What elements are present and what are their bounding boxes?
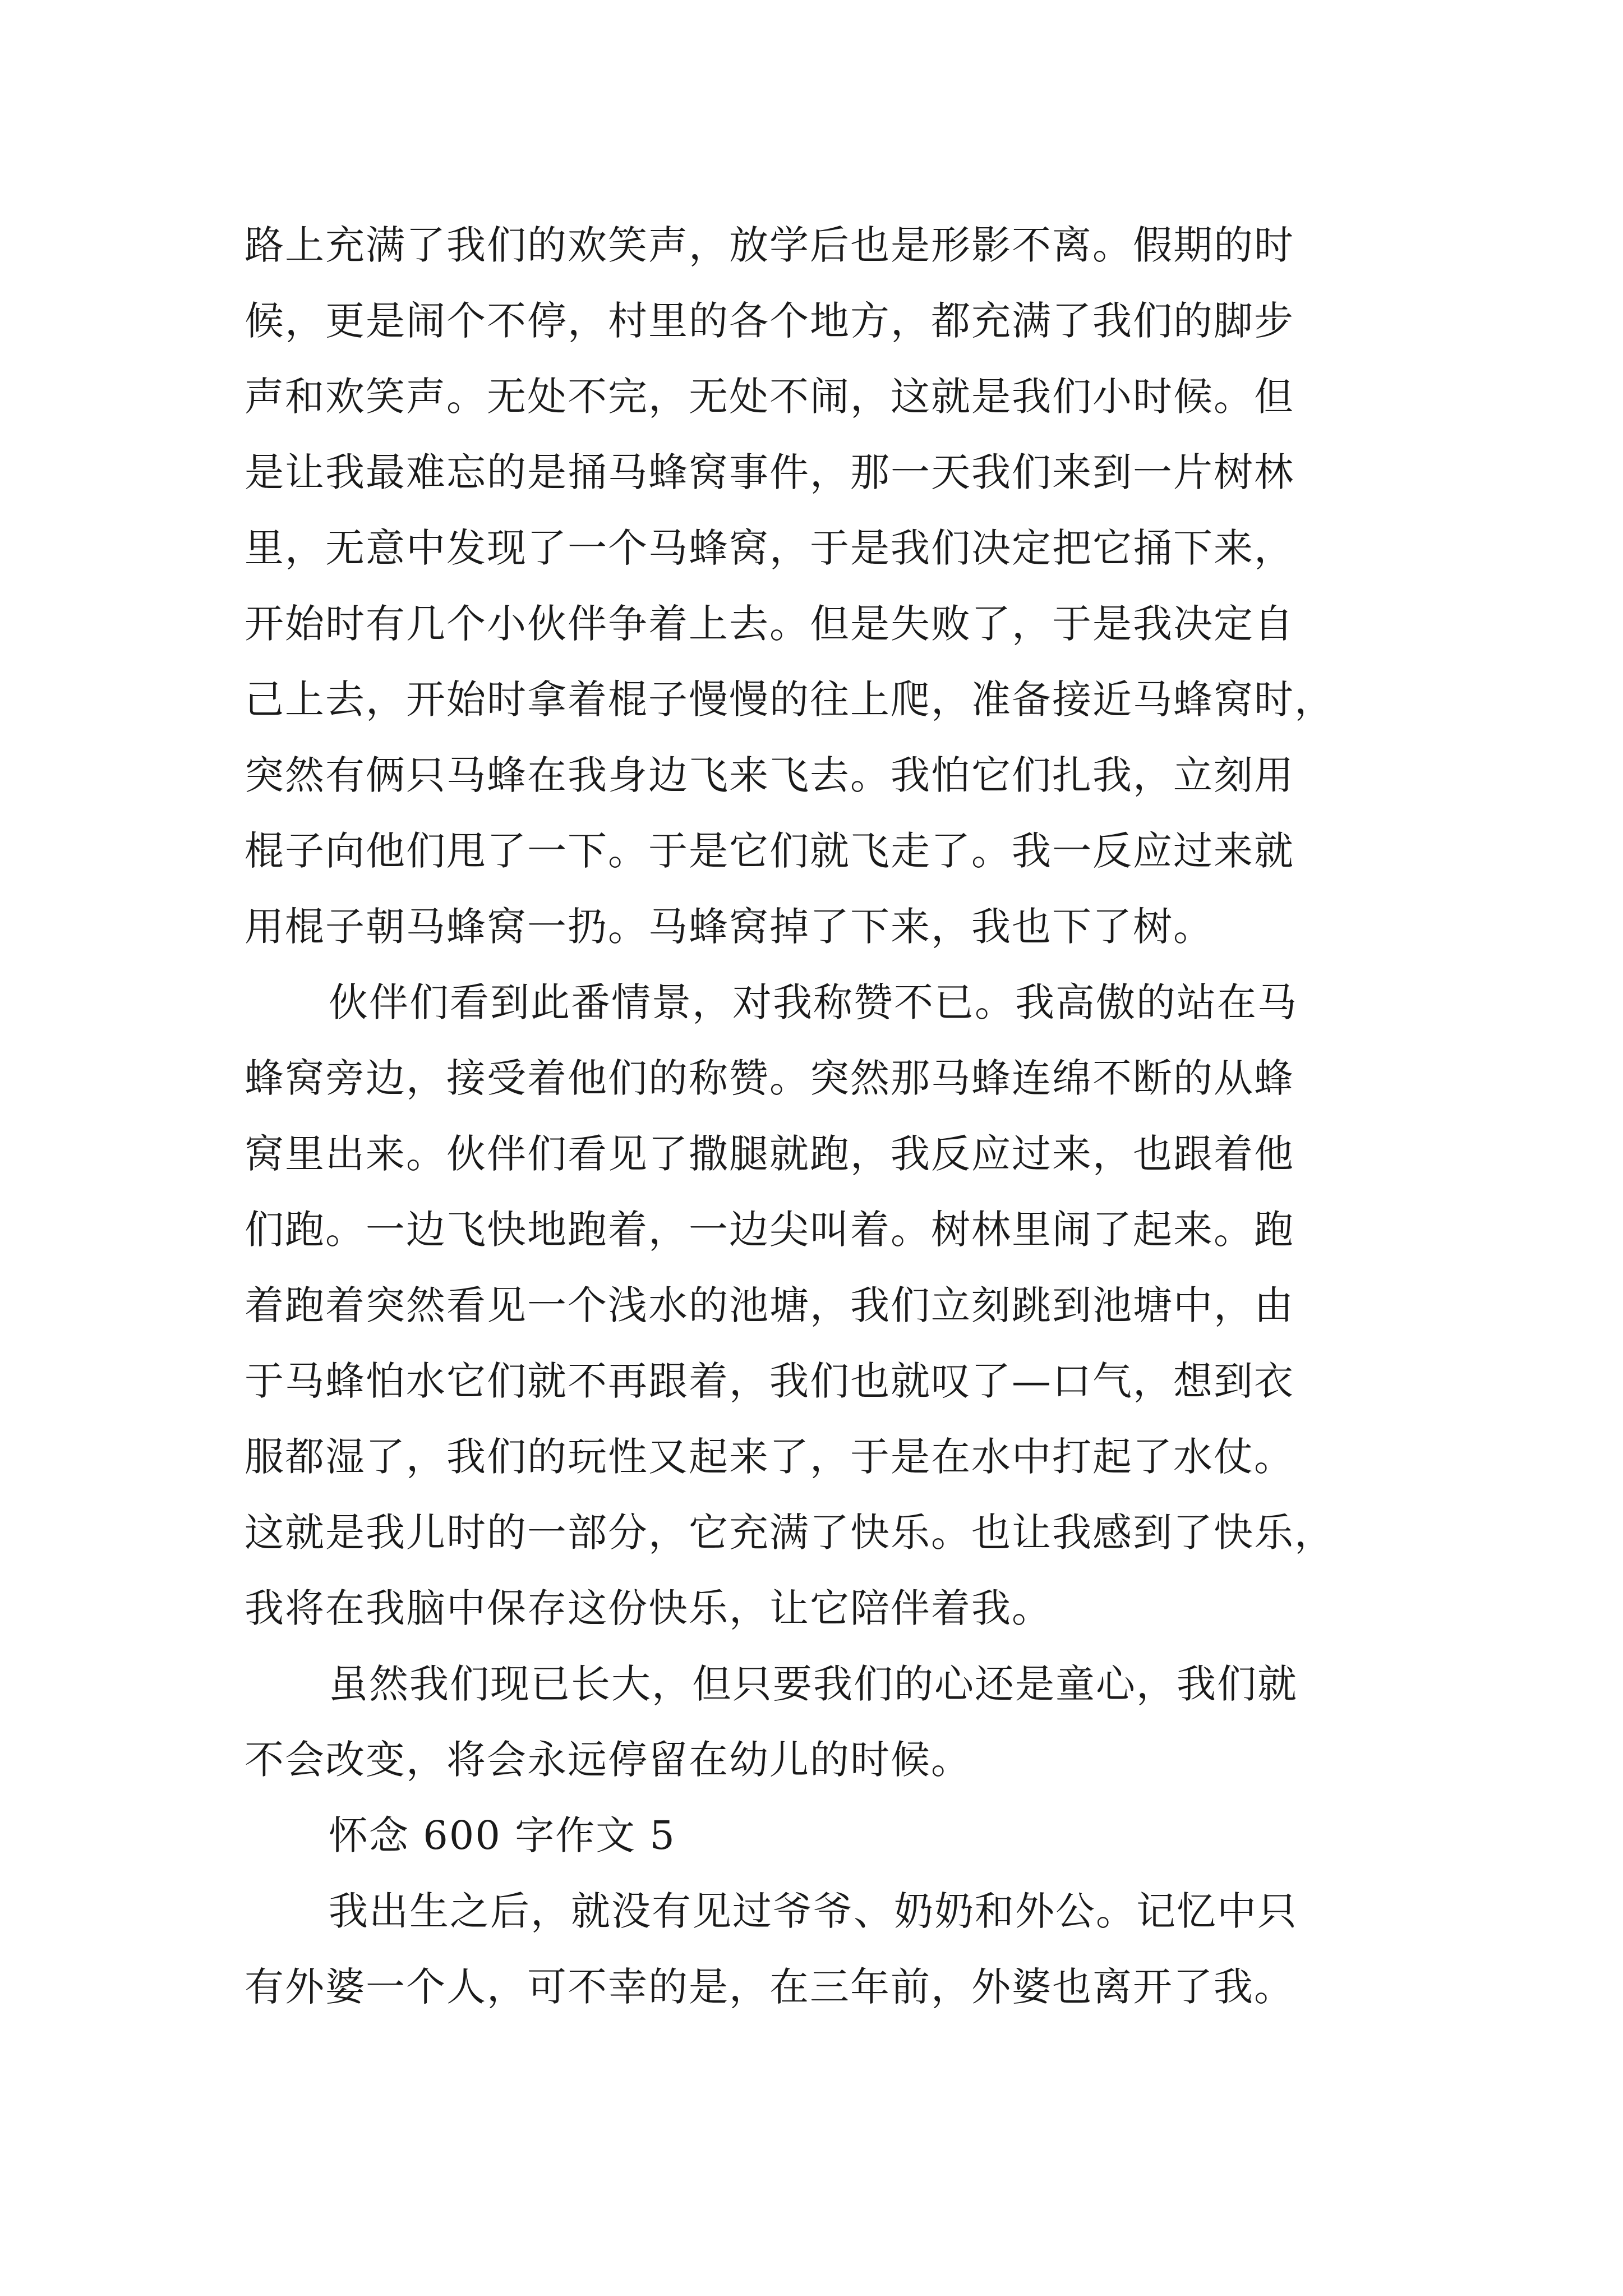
paragraph-start-line: 虽然我们现已长大，但只要我们的心还是童心，我们就	[329, 1661, 1298, 1707]
text-line: 不会改变，将会永远停留在幼儿的时候。	[245, 1737, 971, 1783]
text-line: 里，无意中发现了一个马蜂窝，于是我们决定把它捅下来，	[245, 525, 1294, 571]
text-line: 我将在我脑中保存这份快乐，让它陪伴着我。	[245, 1585, 1052, 1631]
text-line: 己上去，开始时拿着棍子慢慢的往上爬，准备接近马蜂窝时，	[245, 677, 1335, 723]
text-line: 们跑。一边飞快地跑着，一边尖叫着。树林里闹了起来。跑	[245, 1207, 1294, 1253]
essay-body	[245, 208, 1411, 2025]
text-line: 开始时有几个小伙伴争着上去。但是失败了，于是我决定自	[245, 601, 1294, 647]
text-line: 用棍子朝马蜂窝一扔。马蜂窝掉了下来，我也下了树。	[245, 904, 1214, 950]
section-heading: 怀念 600 字作文 5	[329, 1812, 676, 1858]
text-line: 着跑着突然看见一个浅水的池塘，我们立刻跳到池塘中，由	[245, 1282, 1294, 1328]
text-line: 是让我最难忘的是捅马蜂窝事件，那一天我们来到一片树林	[245, 449, 1294, 495]
text-line: 声和欢笑声。无处不完，无处不闹，这就是我们小时候。但	[245, 374, 1294, 420]
paragraph-start-line: 我出生之后，就没有见过爷爷、奶奶和外公。记忆中只	[329, 1888, 1298, 1934]
text-line: 于马蜂怕水它们就不再跟着，我们也就叹了—口气，想到衣	[245, 1358, 1294, 1404]
text-line: 候，更是闹个不停，村里的各个地方，都充满了我们的脚步	[245, 298, 1294, 344]
text-line: 有外婆一个人，可不幸的是，在三年前，外婆也离开了我。	[245, 1964, 1294, 2010]
text-line: 窝里出来。伙伴们看见了撒腿就跑，我反应过来，也跟着他	[245, 1131, 1294, 1177]
text-line: 突然有俩只马蜂在我身边飞来飞去。我怕它们扎我，立刻用	[245, 752, 1294, 798]
text-line: 服都湿了，我们的玩性又起来了，于是在水中打起了水仗。	[245, 1434, 1294, 1480]
text-line: 路上充满了我们的欢笑声，放学后也是形影不离。假期的时	[245, 222, 1294, 268]
text-line: 蜂窝旁边，接受着他们的称赞。突然那马蜂连绵不断的从蜂	[245, 1055, 1294, 1101]
text-line: 棍子向他们甩了一下。于是它们就飞走了。我一反应过来就	[245, 828, 1294, 874]
text-line: 这就是我儿时的一部分，它充满了快乐。也让我感到了快乐，	[245, 1510, 1335, 1556]
paragraph-start-line: 伙伴们看到此番情景，对我称赞不已。我高傲的站在马	[329, 979, 1298, 1025]
